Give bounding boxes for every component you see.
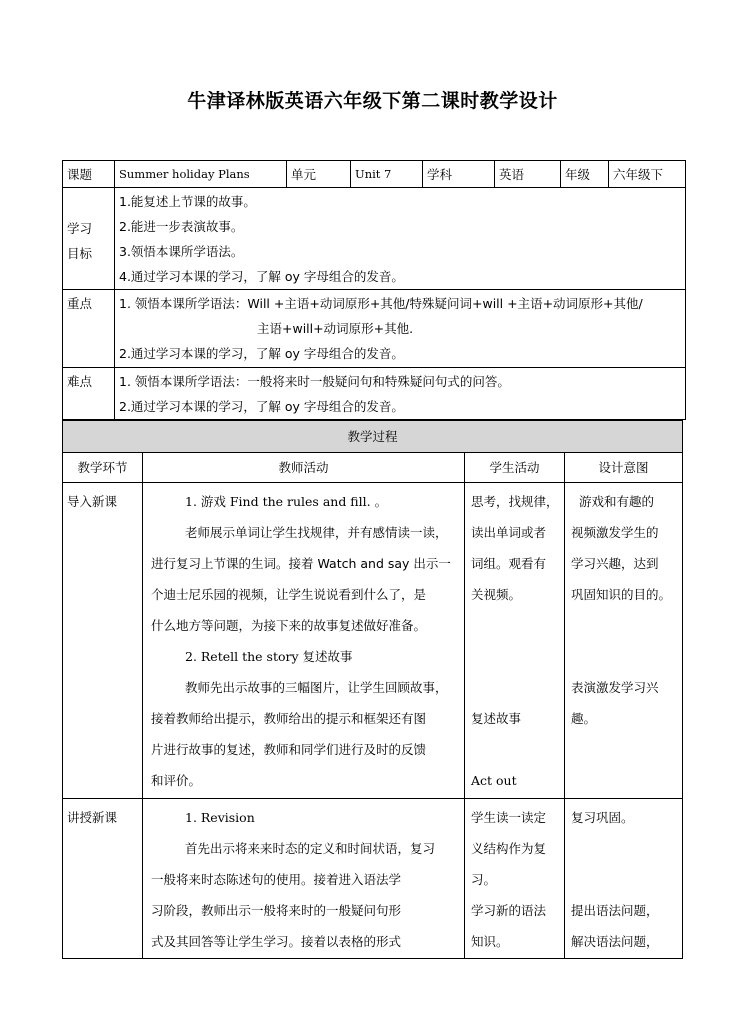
student-activity-new-lesson: 学生读一读定 义结构作为复 习。 学习新的语法 知识。	[465, 799, 565, 959]
unit-value: Unit 7	[351, 161, 423, 188]
paragraph-line: 老师展示单词让学生找规律，并有感情读一读，	[185, 525, 448, 540]
step-title: 1. 游戏 Find the rules and fill. 。	[185, 494, 388, 509]
goal-item: 4.通过学习本课的学习，了解 oy 字母组合的发音。	[119, 269, 404, 284]
col-header-teacher: 教师活动	[143, 453, 465, 483]
key-points-label: 重点	[63, 290, 115, 368]
paragraph-line: 式及其回答等让学生学习。接着以表格的形式	[151, 934, 402, 949]
document-title: 牛津译林版英语六年级下第二课时教学设计	[187, 90, 558, 112]
stage-new-lesson: 讲授新课	[63, 799, 143, 959]
col-header-student: 学生活动	[465, 453, 565, 483]
col-header-intent: 设计意图	[565, 453, 683, 483]
paragraph-line: 什么地方等问题，为接下来的故事复述做好准备。	[151, 618, 427, 633]
key-points-content: 1. 领悟本课所学语法：Will +主语+动词原形+其他/特殊疑问词+will +主语+动词原形+其他/ 主语+will+动词原形+其他. 2.通过学习本课的学习，了解 oy 字母组合的发音。	[115, 290, 686, 368]
goal-item: 3.领悟本课所学语法。	[119, 244, 244, 259]
topic-value: Summer holiday Plans	[115, 161, 287, 188]
goals-label: 学习 目标	[63, 188, 115, 290]
goals-content	[115, 188, 686, 290]
paragraph-line: 接着教师给出提示，教师给出的提示和框架还有图	[151, 711, 427, 726]
paragraph-line: 个迪士尼乐园的视频，让学生说说看到什么了，是	[151, 587, 427, 602]
step-title: 1. Revision	[185, 810, 255, 825]
process-table	[62, 420, 683, 959]
stage-intro: 导入新课	[63, 483, 143, 799]
teacher-activity-new-lesson	[143, 799, 465, 959]
student-activity-intro: 思考，找规律， 读出单词或者 词组。观看有 关视频。 复述故事 Act out	[465, 483, 565, 799]
grade-value: 六年级下	[609, 161, 686, 188]
design-intent-new-lesson: 复习巩固。 提出语法问题， 解决语法问题，	[565, 799, 683, 959]
paragraph-line: 进行复习上节课的生词。接着 Watch and say 出示一	[151, 556, 451, 571]
paragraph-line: 一般将来时态陈述句的使用。接着进入语法学	[151, 872, 402, 887]
col-header-stage: 教学环节	[63, 453, 143, 483]
process-header: 教学过程	[63, 421, 683, 453]
difficulties-label: 难点	[63, 368, 115, 420]
unit-label: 单元	[287, 161, 351, 188]
teacher-activity-intro	[143, 483, 465, 799]
subject-value: 英语	[495, 161, 561, 188]
step-title: 2. Retell the story 复述故事	[185, 649, 353, 664]
paragraph-line: 片进行故事的复述，教师和同学们进行及时的反馈	[151, 742, 427, 757]
grade-label: 年级	[561, 161, 609, 188]
paragraph-line: 首先出示将来来时态的定义和时间状语，复习	[185, 841, 436, 856]
paragraph-line: 教师先出示故事的三幅图片，让学生回顾故事，	[185, 680, 448, 695]
paragraph-line: 和评价。	[151, 773, 202, 788]
info-table	[62, 160, 686, 420]
goal-item: 1.能复述上节课的故事。	[119, 194, 256, 209]
subject-label: 学科	[423, 161, 495, 188]
topic-label: 课题	[63, 161, 115, 188]
difficulties-content: 1. 领悟本课所学语法：一般将来时一般疑问句和特殊疑问句式的问答。 2.通过学习本课的学习，了解 oy 字母组合的发音。	[115, 368, 686, 420]
goal-item: 2.能进一步表演故事。	[119, 219, 244, 234]
paragraph-line: 习阶段，教师出示一般将来时的一般疑问句形	[151, 903, 402, 918]
design-intent-intro: 游戏和有趣的 视频激发学生的 学习兴趣，达到 巩固知识的目的。 表演激发学习兴 趣。	[565, 483, 683, 799]
